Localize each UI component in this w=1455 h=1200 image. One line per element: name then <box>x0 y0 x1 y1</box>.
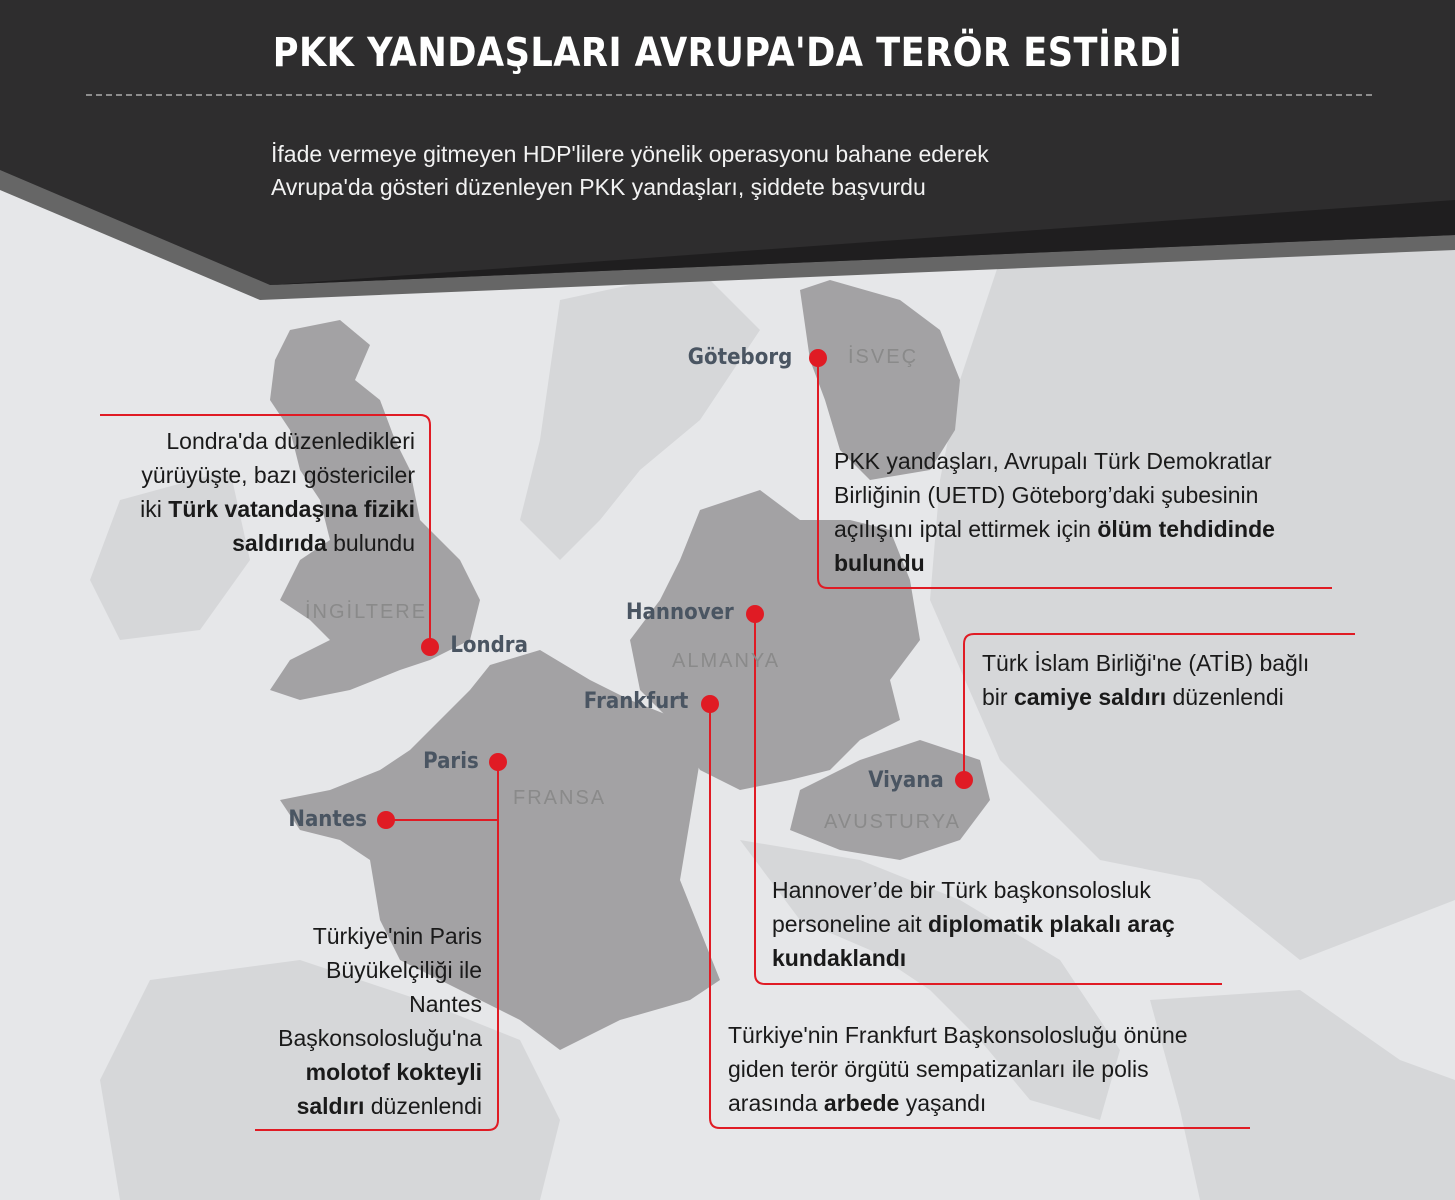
note-text: düzenlendi <box>364 1093 482 1119</box>
marker-hannover[interactable] <box>746 605 764 623</box>
note-line <box>834 512 1354 546</box>
note-line <box>772 907 1242 941</box>
note-line: giden terör örgütü sempatizanları ile polis <box>728 1056 1149 1082</box>
note-emphasis: arbede <box>823 1090 900 1116</box>
country-label-isvec: İSVEÇ <box>848 346 919 368</box>
city-label-londra: Londra <box>450 633 528 658</box>
note-line <box>230 1055 482 1089</box>
note-emphasis: kundaklandı <box>772 945 907 971</box>
city-label-hannover: Hannover <box>625 600 734 625</box>
note-hannover <box>772 873 1242 975</box>
note-londra <box>90 424 415 560</box>
note-line: Türkiye'nin Paris <box>312 923 482 949</box>
note-frankfurt <box>728 1018 1268 1120</box>
note-line <box>230 1089 482 1123</box>
note-emphasis: saldırı <box>296 1093 365 1119</box>
note-emphasis: camiye saldırı <box>1013 684 1167 710</box>
note-text: düzenlendi <box>1166 684 1284 710</box>
note-line <box>772 941 1242 975</box>
subtitle-line-1: İfade vermeye gitmeyen HDP'lilere yönelik operasyonu bahane ederek <box>271 141 989 167</box>
note-line <box>90 526 415 560</box>
note-line <box>834 546 1354 580</box>
page-title: PKK YANDAŞLARI AVRUPA'DA TERÖR ESTİRDİ <box>272 30 1183 76</box>
marker-londra[interactable] <box>421 638 439 656</box>
note-line: Nantes <box>409 991 482 1017</box>
note-line: yürüyüşte, bazı göstericiler <box>141 462 415 488</box>
marker-frankfurt[interactable] <box>701 695 719 713</box>
country-label-almanya: ALMANYA <box>672 650 781 672</box>
note-emphasis: Türk vatandaşına fiziki <box>168 496 415 522</box>
note-line <box>90 492 415 526</box>
note-emphasis: bulundu <box>834 550 925 576</box>
note-line <box>728 1086 1268 1120</box>
city-label-nantes: Nantes <box>288 807 368 832</box>
city-label-frankfurt: Frankfurt <box>583 689 689 714</box>
note-emphasis: diplomatik plakalı araç <box>928 911 1175 937</box>
note-line: PKK yandaşları, Avrupalı Türk Demokratlar <box>834 448 1272 474</box>
note-line: Hannover’de bir Türk başkonsolosluk <box>772 877 1151 903</box>
city-label-paris: Paris <box>423 749 479 774</box>
note-text: bulundu <box>326 530 415 556</box>
header-divider <box>86 94 1372 96</box>
note-text: iki <box>140 496 169 522</box>
note-line: Büyükelçiliği ile <box>326 957 482 983</box>
note-emphasis: saldırıda <box>232 530 327 556</box>
page-subtitle <box>271 138 1171 204</box>
marker-paris[interactable] <box>489 753 507 771</box>
note-text: personeline ait <box>772 911 928 937</box>
note-emphasis: ölüm tehdidinde <box>1097 516 1275 542</box>
note-text: yaşandı <box>899 1090 987 1116</box>
marker-viyana[interactable] <box>955 771 973 789</box>
note-line: Başkonsolosluğu'na <box>278 1025 482 1051</box>
note-goteborg <box>834 444 1354 580</box>
note-line: Türk İslam Birliği'ne (ATİB) bağlı <box>982 650 1310 676</box>
note-text: arasında <box>728 1090 824 1116</box>
note-line: Birliğinin (UETD) Göteborg’daki şubesinin <box>834 482 1259 508</box>
note-paris-nantes <box>230 919 482 1123</box>
subtitle-line-2: Avrupa'da gösteri düzenleyen PKK yandaşları, şiddete başvurdu <box>271 174 926 200</box>
note-viyana <box>982 646 1402 714</box>
note-text: açılışını iptal ettirmek için <box>834 516 1098 542</box>
country-label-avusturya: AVUSTURYA <box>824 811 961 833</box>
city-label-viyana: Viyana <box>868 768 944 793</box>
marker-goteborg[interactable] <box>809 349 827 367</box>
country-label-fransa: FRANSA <box>513 787 607 809</box>
note-line: Türkiye'nin Frankfurt Başkonsolosluğu önüne <box>728 1022 1188 1048</box>
marker-nantes[interactable] <box>377 811 395 829</box>
note-line: Londra'da düzenledikleri <box>166 428 415 454</box>
note-text: bir <box>982 684 1014 710</box>
note-emphasis: molotof kokteyli <box>305 1059 482 1085</box>
note-line <box>982 680 1402 714</box>
city-label-goteborg: Göteborg <box>687 345 793 370</box>
country-label-ingiltere: İNGİLTERE <box>305 601 428 623</box>
